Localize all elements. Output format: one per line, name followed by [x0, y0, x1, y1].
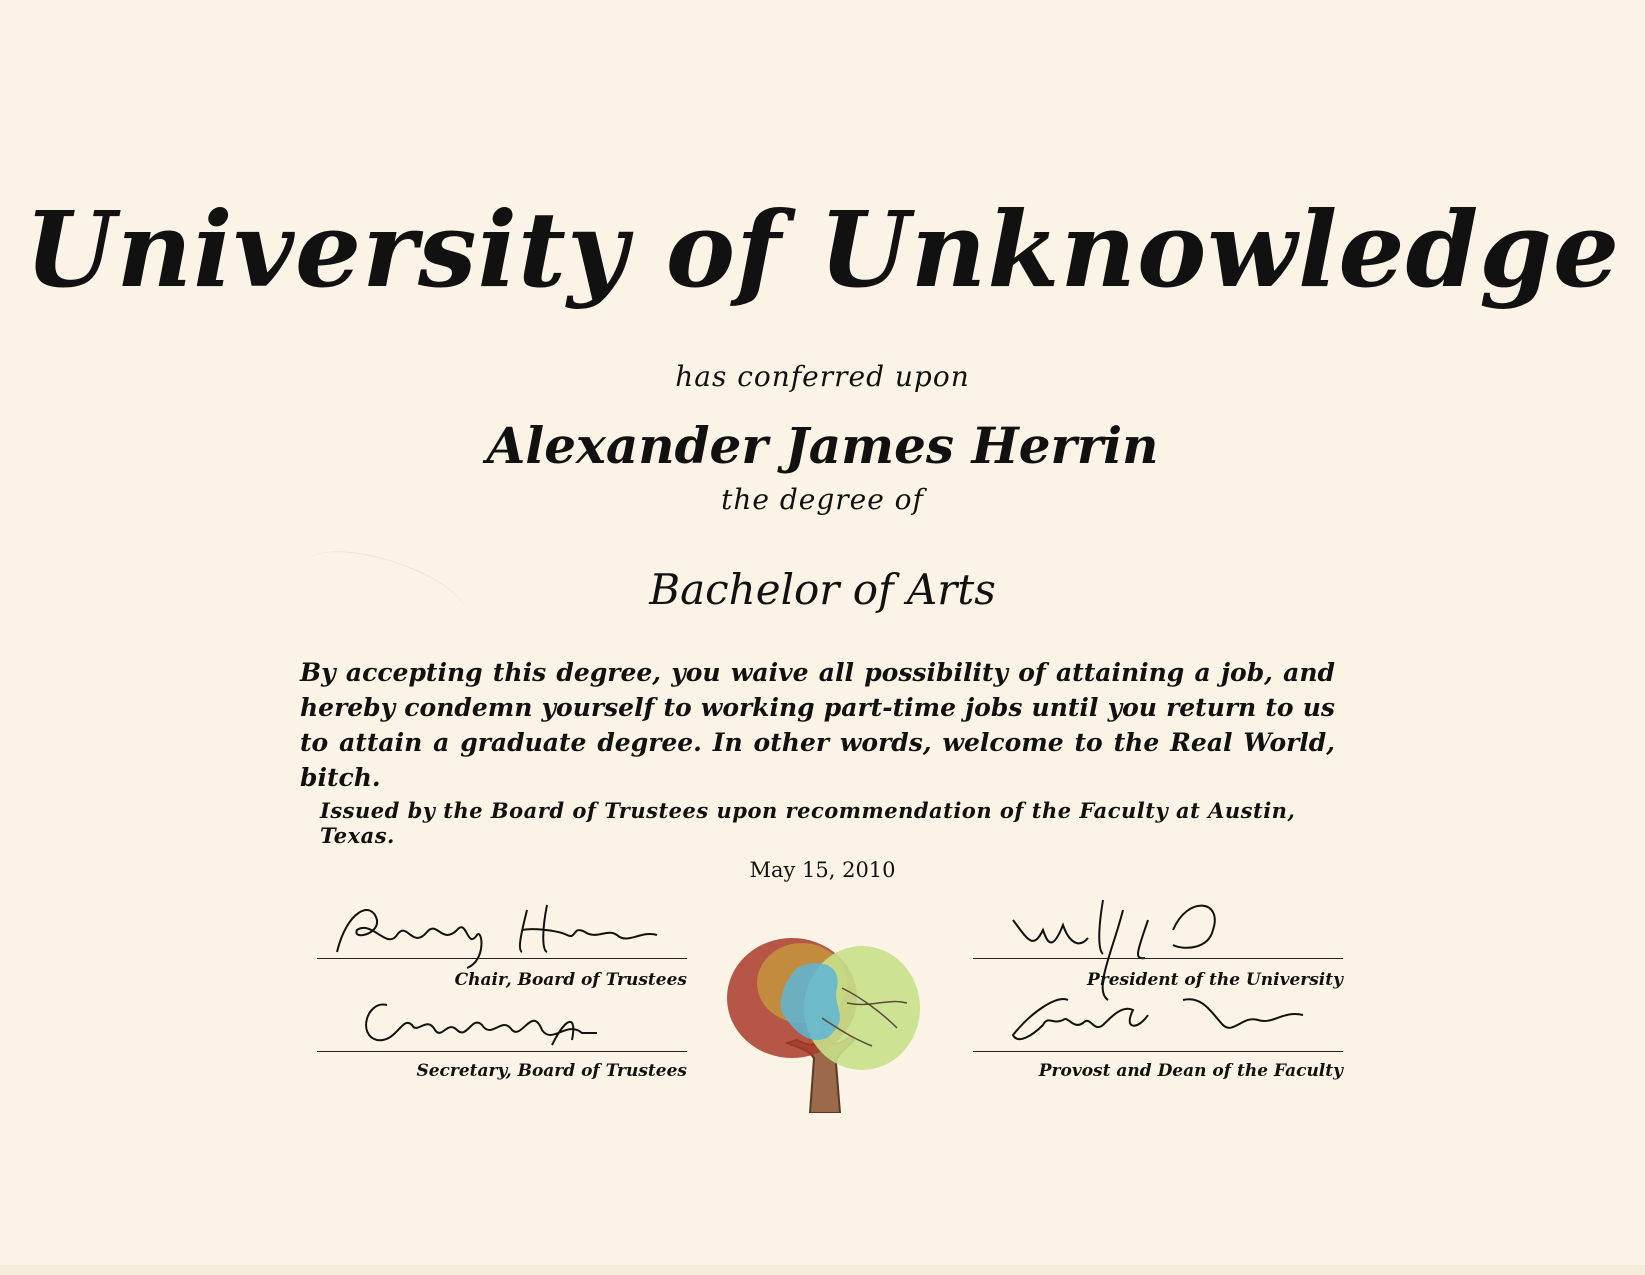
president-title: President of the University: [1087, 970, 1343, 990]
provost-title: Provost and Dean of the Faculty: [1038, 1061, 1343, 1081]
secretary-signature-line: [317, 1051, 687, 1052]
oak-tree-seal-icon: [722, 928, 922, 1113]
chair-signature-line: [317, 958, 687, 959]
certificate-body-text: By accepting this degree, you waive all possibility of attaining a job, and hereby condemn yourself to working part-time jobs until you return to us to attain a graduate degree. In other words, welcome to the Real World, bitch.: [300, 658, 1335, 792]
recipient-name: Alexander James Herrin: [486, 416, 1159, 475]
paper-edge: [0, 1265, 1645, 1275]
secretary-signature-block: [317, 985, 687, 1085]
chair-signature-block: [317, 890, 687, 1000]
issue-date: May 15, 2010: [749, 858, 896, 882]
provost-signature: [973, 985, 1343, 1055]
degree-name: Bachelor of Arts: [649, 565, 996, 614]
secretary-signature: [317, 985, 687, 1055]
degree-of-text: the degree of: [721, 483, 924, 516]
issued-statement: Issued by the Board of Trustees upon recommendation of the Faculty at Austin, Texas.: [320, 798, 1296, 848]
president-signature-block: [973, 890, 1343, 1000]
conferred-text: has conferred upon: [675, 360, 970, 393]
chair-title: Chair, Board of Trustees: [454, 970, 687, 990]
provost-signature-block: [973, 985, 1343, 1085]
provost-signature-line: [973, 1051, 1343, 1052]
institution-title: University of Unknowledge: [24, 188, 1621, 311]
secretary-title: Secretary, Board of Trustees: [416, 1061, 687, 1081]
president-signature-line: [973, 958, 1343, 959]
